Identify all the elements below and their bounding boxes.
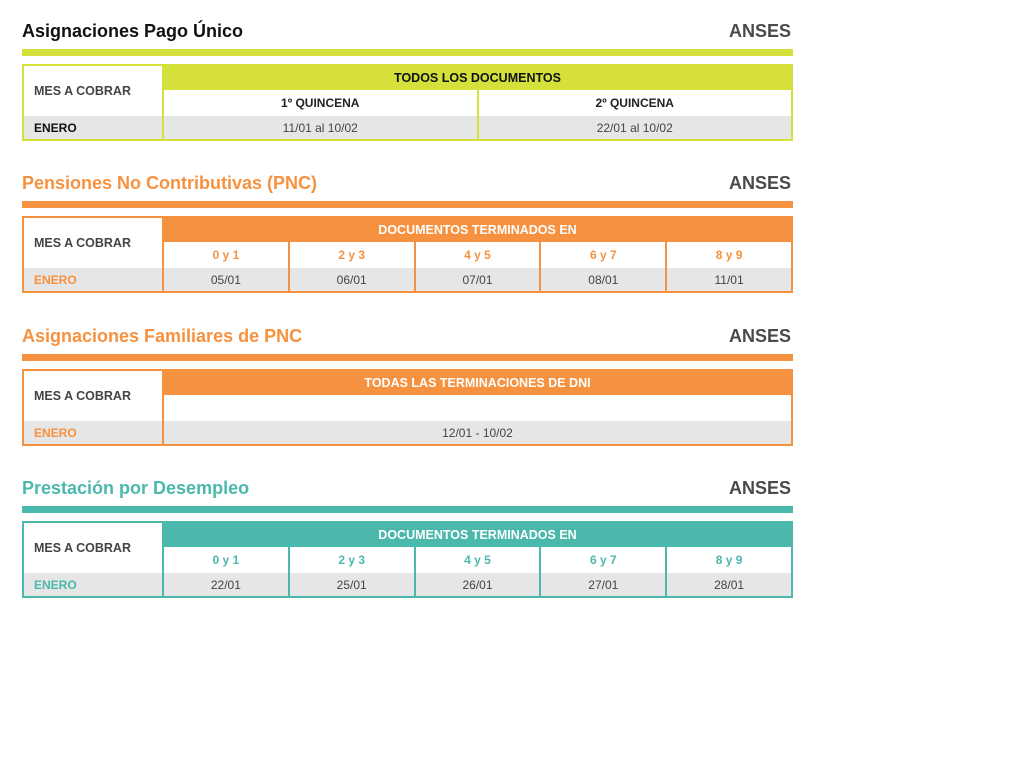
mes-a-cobrar-header: MES A COBRAR: [23, 217, 163, 268]
date-cell: 12/01 - 10/02: [163, 421, 792, 445]
group-header: DOCUMENTOS TERMINADOS EN: [163, 522, 792, 547]
column-header: [163, 395, 792, 421]
month-cell: ENERO: [23, 573, 163, 597]
date-cell: 27/01: [540, 573, 666, 597]
column-header: 2º QUINCENA: [478, 90, 793, 116]
month-cell: ENERO: [23, 116, 163, 140]
schedule-table: [22, 369, 793, 446]
date-cell: 22/01 al 10/02: [478, 116, 793, 140]
date-cell: 11/01: [666, 268, 792, 292]
date-cell: 28/01: [666, 573, 792, 597]
column-header: 6 y 7: [540, 547, 666, 573]
section-divider: [22, 49, 793, 56]
group-header: TODAS LAS TERMINACIONES DE DNI: [163, 370, 792, 395]
column-header: 0 y 1: [163, 547, 289, 573]
date-cell: 26/01: [415, 573, 541, 597]
section-divider: [22, 201, 793, 208]
column-header: 2 y 3: [289, 547, 415, 573]
month-cell: ENERO: [23, 268, 163, 292]
schedule-table: [22, 64, 793, 141]
column-header: 8 y 9: [666, 242, 792, 268]
column-header: 1º QUINCENA: [163, 90, 478, 116]
date-cell: 05/01: [163, 268, 289, 292]
column-header: 4 y 5: [415, 547, 541, 573]
date-cell: 06/01: [289, 268, 415, 292]
section-title: Asignaciones Pago Único: [22, 21, 244, 41]
mes-a-cobrar-header: MES A COBRAR: [23, 370, 163, 421]
date-cell: 08/01: [540, 268, 666, 292]
month-cell: ENERO: [23, 421, 163, 445]
section-title: Asignaciones Familiares de PNC: [22, 326, 303, 346]
section-divider: [22, 354, 793, 361]
group-header: DOCUMENTOS TERMINADOS EN: [163, 217, 792, 242]
date-cell: 22/01: [163, 573, 289, 597]
column-header: 8 y 9: [666, 547, 792, 573]
date-cell: 25/01: [289, 573, 415, 597]
schedule-table: [22, 521, 793, 598]
anses-logo: ANSES: [728, 173, 791, 193]
section-title: Pensiones No Contributivas (PNC): [22, 173, 318, 193]
date-cell: 11/01 al 10/02: [163, 116, 478, 140]
schedule-table: [22, 216, 793, 293]
mes-a-cobrar-header: MES A COBRAR: [23, 65, 163, 116]
mes-a-cobrar-header: MES A COBRAR: [23, 522, 163, 573]
anses-logo: ANSES: [728, 326, 791, 346]
section-title: Prestación por Desempleo: [22, 478, 250, 498]
column-header: 6 y 7: [540, 242, 666, 268]
date-cell: 07/01: [415, 268, 541, 292]
section-divider: [22, 506, 793, 513]
column-header: 2 y 3: [289, 242, 415, 268]
group-header: TODOS LOS DOCUMENTOS: [163, 65, 792, 90]
column-header: 4 y 5: [415, 242, 541, 268]
anses-logo: ANSES: [728, 21, 791, 41]
column-header: 0 y 1: [163, 242, 289, 268]
anses-logo: ANSES: [728, 478, 791, 498]
